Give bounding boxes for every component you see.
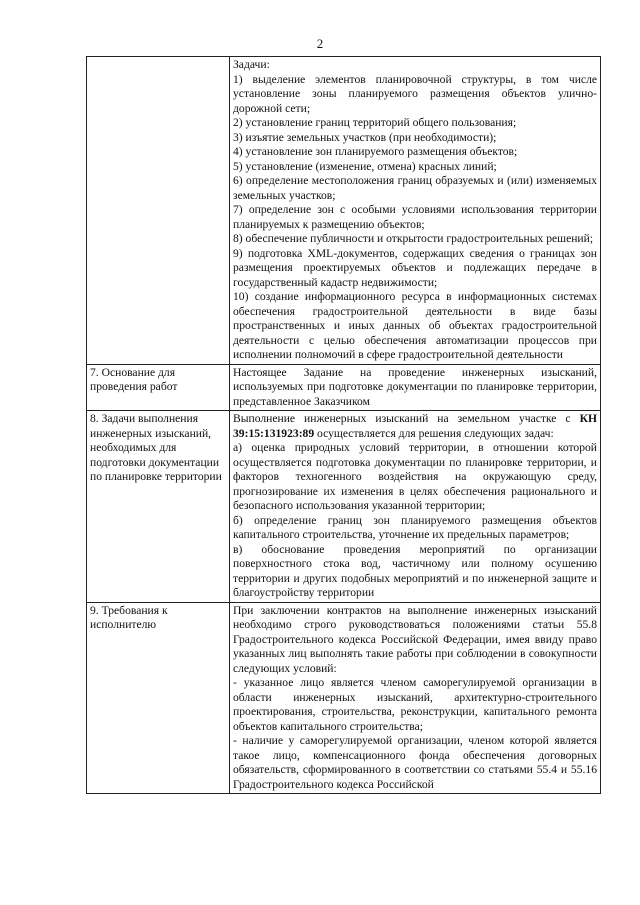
cadastral-number: КН 39:15:131923:89 xyxy=(233,412,597,440)
task-item: 5) установление (изменение, отмена) красных линий; xyxy=(233,159,497,173)
survey-task-item: в) обоснование проведения мероприятий по организации поверхностного стока вод, частичному или полному осушению территории и других подобных мероприятий и по инженерной защите и благоустройству территории xyxy=(233,542,597,599)
requirements-table xyxy=(86,56,601,794)
row-label: 8. Задачи выполнения инженерных изысканий, необходимых для подготовки документации по планировке территории xyxy=(87,411,230,603)
task-item: 3) изъятие земельных участков (при необходимости); xyxy=(233,130,497,144)
task-item: 8) обеспечение публичности и открытости градостроительных решений; xyxy=(233,232,594,245)
table-row-contractor-requirements xyxy=(87,602,601,794)
task-item: 1) выделение элементов планировочной структуры, в том числе установление зоны планируемого размещения объектов улично-дорожной сети; xyxy=(233,72,597,115)
page-number: 2 xyxy=(316,36,324,51)
row-content xyxy=(230,364,601,411)
row-label: 9. Требования к исполнителю xyxy=(87,602,230,794)
requirement-item: - указанное лицо является членом саморегулируемой организации в области инженерных изысканий, архитектурно-строительного проектирования, строительства, реконструкции, капитального ремонта объектов капитального строительства; xyxy=(233,676,597,733)
row-content xyxy=(230,411,601,603)
requirement-text: При заключении контрактов на выполнение инженерных изысканий необходимо строго руководствоваться положениями статьи 55.8 Градостроительного кодекса Российской Федерации, имея ввиду право указанных лиц выполнять такие работы при соблюдении в совокупности следующих условий: xyxy=(233,603,597,675)
row-label: 7. Основание для проведения работ xyxy=(87,364,230,411)
row-content xyxy=(230,602,601,794)
survey-task-item: а) оценка природных условий территории, в отношении которой осуществляется подготовка документации по планировке территории, и факторов техногенного воздействия на окружающую среду, прогнозирование их изменения в целях обеспечения рационального и безопасного использования указанной территории; xyxy=(233,441,597,512)
requirement-item: - наличие у саморегулируемой организации, членом которой является такое лицо, компенсационного фонда обеспечения договорных обязательств, сформированного в соответствии со статьями 55.4 и 55.16 Градостроительного кодекса Российской xyxy=(233,734,597,791)
table-row-basis xyxy=(87,364,601,411)
survey-intro xyxy=(233,412,597,441)
table-row-tasks xyxy=(87,57,601,365)
row-content xyxy=(230,57,601,365)
task-item: 6) определение местоположения границ образуемых и (или) изменяемых земельных участков; xyxy=(233,174,597,202)
task-item: 10) создание информационного ресурса в информационных системах обеспечения градостроительной деятельности в виде базы пространственных и иных данных об объектах градостроительной деятельности с целью обеспечения автоматизации процессов при исполнении полномочий в сфере градостроительной деятельности xyxy=(233,290,597,361)
task-item: 2) установление границ территорий общего пользования; xyxy=(233,116,517,129)
task-item: 7) определение зон с особыми условиями использования территории планируемых к размещению объектов; xyxy=(233,203,597,231)
table-row-survey-tasks xyxy=(87,411,601,603)
basis-text: Настоящее Задание на проведение инженерных изысканий, используемых при подготовке документации по планировке территории, представленное Заказчиком xyxy=(233,365,597,408)
row-label xyxy=(87,57,230,365)
survey-intro-after: осуществляется для решения следующих задач: xyxy=(314,426,554,440)
survey-intro-before: Выполнение инженерных изысканий на земельном участке с xyxy=(233,412,580,425)
task-item: 4) установление зон планируемого размещения объектов; xyxy=(233,145,518,158)
survey-task-item: б) определение границ зон планируемого размещения объектов капитального строительства, уточнение их предельных параметров; xyxy=(233,513,597,541)
tasks-heading: Задачи: xyxy=(233,58,270,71)
task-item: 9) подготовка XML-документов, содержащих сведения о границах зон размещения проектируемых объектов и подлежащих передаче в государственный кадастр недвижимости; xyxy=(233,246,597,289)
